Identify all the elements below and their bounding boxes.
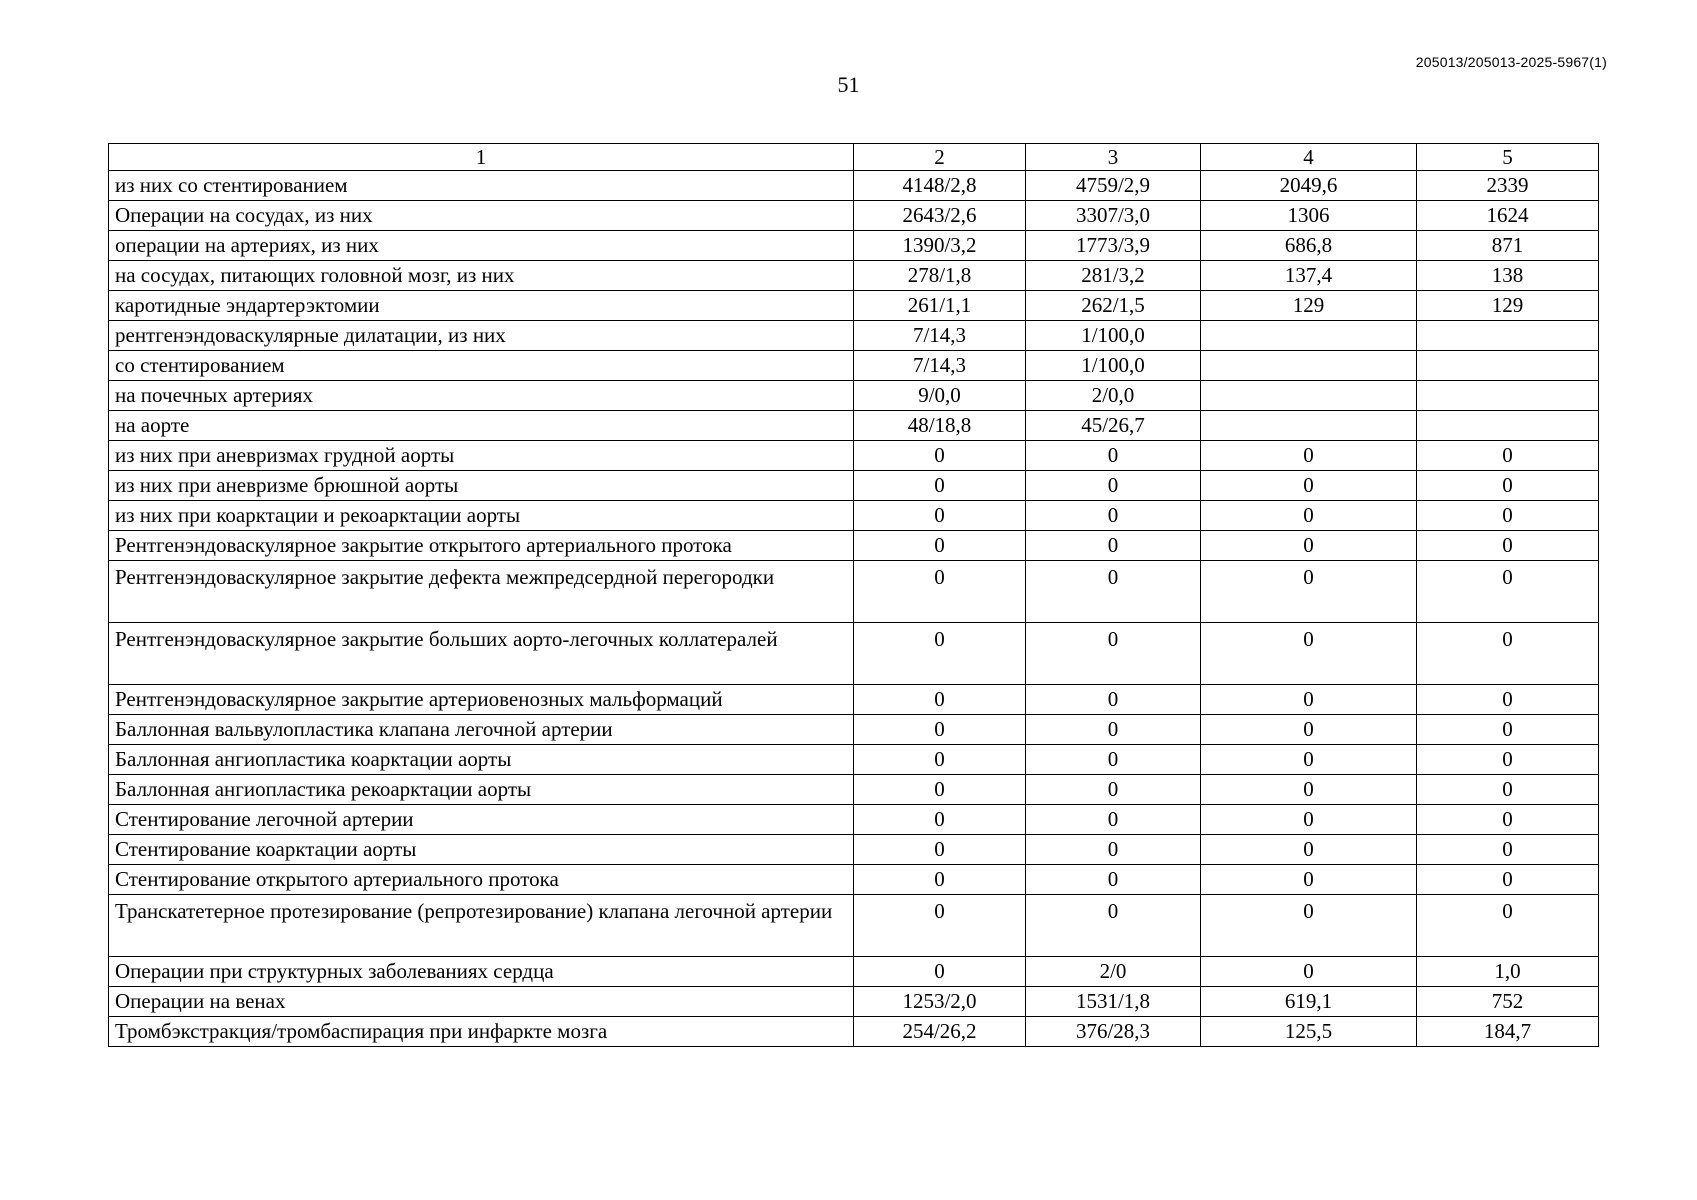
value-cell-col-2: 1390/3,2 bbox=[854, 231, 1026, 261]
value-cell-col-4: 0 bbox=[1201, 715, 1417, 745]
table-row bbox=[109, 895, 1599, 957]
table-row bbox=[109, 171, 1599, 201]
value-cell-col-2: 2643/2,6 bbox=[854, 201, 1026, 231]
value-cell-col-2: 0 bbox=[854, 623, 1026, 685]
value-cell-col-3: 1773/3,9 bbox=[1026, 231, 1201, 261]
value-cell-col-2: 0 bbox=[854, 441, 1026, 471]
table-row bbox=[109, 805, 1599, 835]
value-cell-col-3: 0 bbox=[1026, 685, 1201, 715]
value-cell-col-2: 0 bbox=[854, 501, 1026, 531]
table-row bbox=[109, 381, 1599, 411]
value-cell-col-2: 7/14,3 bbox=[854, 351, 1026, 381]
row-label-cell: из них при аневризме брюшной аорты bbox=[109, 471, 854, 501]
value-cell-col-4: 0 bbox=[1201, 531, 1417, 561]
table-row bbox=[109, 471, 1599, 501]
row-label-cell: рентгенэндоваскулярные дилатации, из них bbox=[109, 321, 854, 351]
value-cell-col-5: 129 bbox=[1417, 291, 1599, 321]
table-row bbox=[109, 957, 1599, 987]
value-cell-col-3: 45/26,7 bbox=[1026, 411, 1201, 441]
value-cell-col-3: 0 bbox=[1026, 623, 1201, 685]
row-label-cell: из них со стентированием bbox=[109, 171, 854, 201]
value-cell-col-2: 0 bbox=[854, 531, 1026, 561]
value-cell-col-5: 0 bbox=[1417, 895, 1599, 957]
value-cell-col-2: 9/0,0 bbox=[854, 381, 1026, 411]
row-label-cell: Стентирование коарктации аорты bbox=[109, 835, 854, 865]
value-cell-col-5: 0 bbox=[1417, 471, 1599, 501]
row-label-cell: из них при коарктации и рекоарктации аорты bbox=[109, 501, 854, 531]
value-cell-col-5: 0 bbox=[1417, 501, 1599, 531]
row-label-cell: на аорте bbox=[109, 411, 854, 441]
table-body bbox=[109, 171, 1599, 1047]
column-header-2: 2 bbox=[854, 144, 1026, 171]
value-cell-col-2: 0 bbox=[854, 715, 1026, 745]
value-cell-col-4: 0 bbox=[1201, 775, 1417, 805]
value-cell-col-4: 0 bbox=[1201, 561, 1417, 623]
row-label-cell: на почечных артериях bbox=[109, 381, 854, 411]
value-cell-col-4: 0 bbox=[1201, 471, 1417, 501]
value-cell-col-5 bbox=[1417, 411, 1599, 441]
value-cell-col-2: 1253/2,0 bbox=[854, 987, 1026, 1017]
value-cell-col-5 bbox=[1417, 381, 1599, 411]
column-header-3: 3 bbox=[1026, 144, 1201, 171]
value-cell-col-4: 0 bbox=[1201, 441, 1417, 471]
value-cell-col-4 bbox=[1201, 351, 1417, 381]
value-cell-col-3: 2/0 bbox=[1026, 957, 1201, 987]
row-label-cell: Рентгенэндоваскулярное закрытие открытого артериального протока bbox=[109, 531, 854, 561]
value-cell-col-2: 7/14,3 bbox=[854, 321, 1026, 351]
table-row bbox=[109, 715, 1599, 745]
value-cell-col-3: 0 bbox=[1026, 805, 1201, 835]
value-cell-col-5: 1624 bbox=[1417, 201, 1599, 231]
value-cell-col-5: 0 bbox=[1417, 865, 1599, 895]
value-cell-col-5: 184,7 bbox=[1417, 1017, 1599, 1047]
value-cell-col-4: 0 bbox=[1201, 865, 1417, 895]
row-label-cell: Баллонная вальвулопластика клапана легочной артерии bbox=[109, 715, 854, 745]
row-label-cell: Стентирование легочной артерии bbox=[109, 805, 854, 835]
value-cell-col-2: 0 bbox=[854, 775, 1026, 805]
value-cell-col-5 bbox=[1417, 351, 1599, 381]
value-cell-col-3: 0 bbox=[1026, 715, 1201, 745]
value-cell-col-3: 0 bbox=[1026, 775, 1201, 805]
value-cell-col-4 bbox=[1201, 411, 1417, 441]
table-row bbox=[109, 623, 1599, 685]
row-label-cell: Транскатетерное протезирование (репротезирование) клапана легочной артерии bbox=[109, 895, 854, 957]
row-label-cell: операции на артериях, из них bbox=[109, 231, 854, 261]
value-cell-col-5: 0 bbox=[1417, 685, 1599, 715]
value-cell-col-5: 1,0 bbox=[1417, 957, 1599, 987]
value-cell-col-4: 2049,6 bbox=[1201, 171, 1417, 201]
table-row bbox=[109, 501, 1599, 531]
row-label-cell: Тромбэкстракция/тромбаспирация при инфаркте мозга bbox=[109, 1017, 854, 1047]
table-row bbox=[109, 775, 1599, 805]
value-cell-col-3: 1/100,0 bbox=[1026, 321, 1201, 351]
row-label-cell: Баллонная ангиопластика рекоарктации аорты bbox=[109, 775, 854, 805]
value-cell-col-4: 129 bbox=[1201, 291, 1417, 321]
table-row bbox=[109, 351, 1599, 381]
table-row bbox=[109, 987, 1599, 1017]
table-row bbox=[109, 321, 1599, 351]
value-cell-col-3: 0 bbox=[1026, 471, 1201, 501]
value-cell-col-2: 0 bbox=[854, 561, 1026, 623]
table-row bbox=[109, 745, 1599, 775]
row-label-cell: Рентгенэндоваскулярное закрытие больших аорто-легочных коллатералей bbox=[109, 623, 854, 685]
value-cell-col-3: 0 bbox=[1026, 561, 1201, 623]
value-cell-col-4: 0 bbox=[1201, 745, 1417, 775]
value-cell-col-4: 0 bbox=[1201, 501, 1417, 531]
value-cell-col-4 bbox=[1201, 381, 1417, 411]
row-label-cell: Операции при структурных заболеваниях сердца bbox=[109, 957, 854, 987]
document-id: 205013/205013-2025-5967(1) bbox=[1415, 54, 1607, 70]
value-cell-col-2: 48/18,8 bbox=[854, 411, 1026, 441]
row-label-cell: Операции на венах bbox=[109, 987, 854, 1017]
statistics-table-container bbox=[108, 143, 1598, 1047]
value-cell-col-3: 0 bbox=[1026, 835, 1201, 865]
value-cell-col-2: 4148/2,8 bbox=[854, 171, 1026, 201]
value-cell-col-4: 125,5 bbox=[1201, 1017, 1417, 1047]
row-label-cell: Рентгенэндоваскулярное закрытие артериовенозных мальформаций bbox=[109, 685, 854, 715]
value-cell-col-2: 0 bbox=[854, 685, 1026, 715]
table-row bbox=[109, 411, 1599, 441]
value-cell-col-3: 281/3,2 bbox=[1026, 261, 1201, 291]
value-cell-col-3: 1/100,0 bbox=[1026, 351, 1201, 381]
row-label-cell: Операции на сосудах, из них bbox=[109, 201, 854, 231]
value-cell-col-4: 0 bbox=[1201, 895, 1417, 957]
value-cell-col-5: 0 bbox=[1417, 441, 1599, 471]
table-row bbox=[109, 201, 1599, 231]
value-cell-col-5: 0 bbox=[1417, 835, 1599, 865]
value-cell-col-2: 0 bbox=[854, 805, 1026, 835]
table-row bbox=[109, 531, 1599, 561]
value-cell-col-3: 0 bbox=[1026, 531, 1201, 561]
table-row bbox=[109, 261, 1599, 291]
value-cell-col-4: 686,8 bbox=[1201, 231, 1417, 261]
value-cell-col-3: 3307/3,0 bbox=[1026, 201, 1201, 231]
value-cell-col-4: 0 bbox=[1201, 835, 1417, 865]
value-cell-col-5: 0 bbox=[1417, 775, 1599, 805]
value-cell-col-2: 0 bbox=[854, 835, 1026, 865]
value-cell-col-2: 261/1,1 bbox=[854, 291, 1026, 321]
row-label-cell: на сосудах, питающих головной мозг, из них bbox=[109, 261, 854, 291]
value-cell-col-5: 138 bbox=[1417, 261, 1599, 291]
table-row bbox=[109, 685, 1599, 715]
value-cell-col-4: 137,4 bbox=[1201, 261, 1417, 291]
table-row bbox=[109, 1017, 1599, 1047]
value-cell-col-3: 2/0,0 bbox=[1026, 381, 1201, 411]
value-cell-col-5: 871 bbox=[1417, 231, 1599, 261]
value-cell-col-5: 0 bbox=[1417, 715, 1599, 745]
value-cell-col-4: 0 bbox=[1201, 623, 1417, 685]
value-cell-col-4: 0 bbox=[1201, 957, 1417, 987]
value-cell-col-3: 0 bbox=[1026, 501, 1201, 531]
table-row bbox=[109, 865, 1599, 895]
value-cell-col-3: 0 bbox=[1026, 745, 1201, 775]
value-cell-col-5: 0 bbox=[1417, 623, 1599, 685]
value-cell-col-5: 2339 bbox=[1417, 171, 1599, 201]
value-cell-col-4 bbox=[1201, 321, 1417, 351]
row-label-cell: из них при аневризмах грудной аорты bbox=[109, 441, 854, 471]
value-cell-col-3: 4759/2,9 bbox=[1026, 171, 1201, 201]
column-header-1: 1 bbox=[109, 144, 854, 171]
table-row bbox=[109, 561, 1599, 623]
value-cell-col-3: 1531/1,8 bbox=[1026, 987, 1201, 1017]
value-cell-col-3: 0 bbox=[1026, 895, 1201, 957]
value-cell-col-4: 0 bbox=[1201, 685, 1417, 715]
table-row bbox=[109, 291, 1599, 321]
value-cell-col-4: 619,1 bbox=[1201, 987, 1417, 1017]
value-cell-col-4: 1306 bbox=[1201, 201, 1417, 231]
row-label-cell: со стентированием bbox=[109, 351, 854, 381]
row-label-cell: каротидные эндартерэктомии bbox=[109, 291, 854, 321]
value-cell-col-2: 254/26,2 bbox=[854, 1017, 1026, 1047]
value-cell-col-2: 0 bbox=[854, 957, 1026, 987]
value-cell-col-2: 0 bbox=[854, 471, 1026, 501]
value-cell-col-3: 262/1,5 bbox=[1026, 291, 1201, 321]
column-header-5: 5 bbox=[1417, 144, 1599, 171]
value-cell-col-3: 0 bbox=[1026, 441, 1201, 471]
value-cell-col-2: 0 bbox=[854, 745, 1026, 775]
value-cell-col-2: 0 bbox=[854, 895, 1026, 957]
value-cell-col-5: 0 bbox=[1417, 561, 1599, 623]
page-number: 51 bbox=[837, 72, 860, 97]
row-label-cell: Баллонная ангиопластика коарктации аорты bbox=[109, 745, 854, 775]
value-cell-col-4: 0 bbox=[1201, 805, 1417, 835]
value-cell-col-5: 0 bbox=[1417, 805, 1599, 835]
row-label-cell: Стентирование открытого артериального протока bbox=[109, 865, 854, 895]
column-header-4: 4 bbox=[1201, 144, 1417, 171]
value-cell-col-2: 0 bbox=[854, 865, 1026, 895]
value-cell-col-5: 0 bbox=[1417, 745, 1599, 775]
table-header-row bbox=[109, 144, 1599, 171]
table-row bbox=[109, 835, 1599, 865]
table-row bbox=[109, 231, 1599, 261]
value-cell-col-2: 278/1,8 bbox=[854, 261, 1026, 291]
value-cell-col-3: 376/28,3 bbox=[1026, 1017, 1201, 1047]
value-cell-col-5: 752 bbox=[1417, 987, 1599, 1017]
row-label-cell: Рентгенэндоваскулярное закрытие дефекта межпредсердной перегородки bbox=[109, 561, 854, 623]
value-cell-col-5 bbox=[1417, 321, 1599, 351]
value-cell-col-5: 0 bbox=[1417, 531, 1599, 561]
statistics-table bbox=[108, 143, 1599, 1047]
table-row bbox=[109, 441, 1599, 471]
value-cell-col-3: 0 bbox=[1026, 865, 1201, 895]
